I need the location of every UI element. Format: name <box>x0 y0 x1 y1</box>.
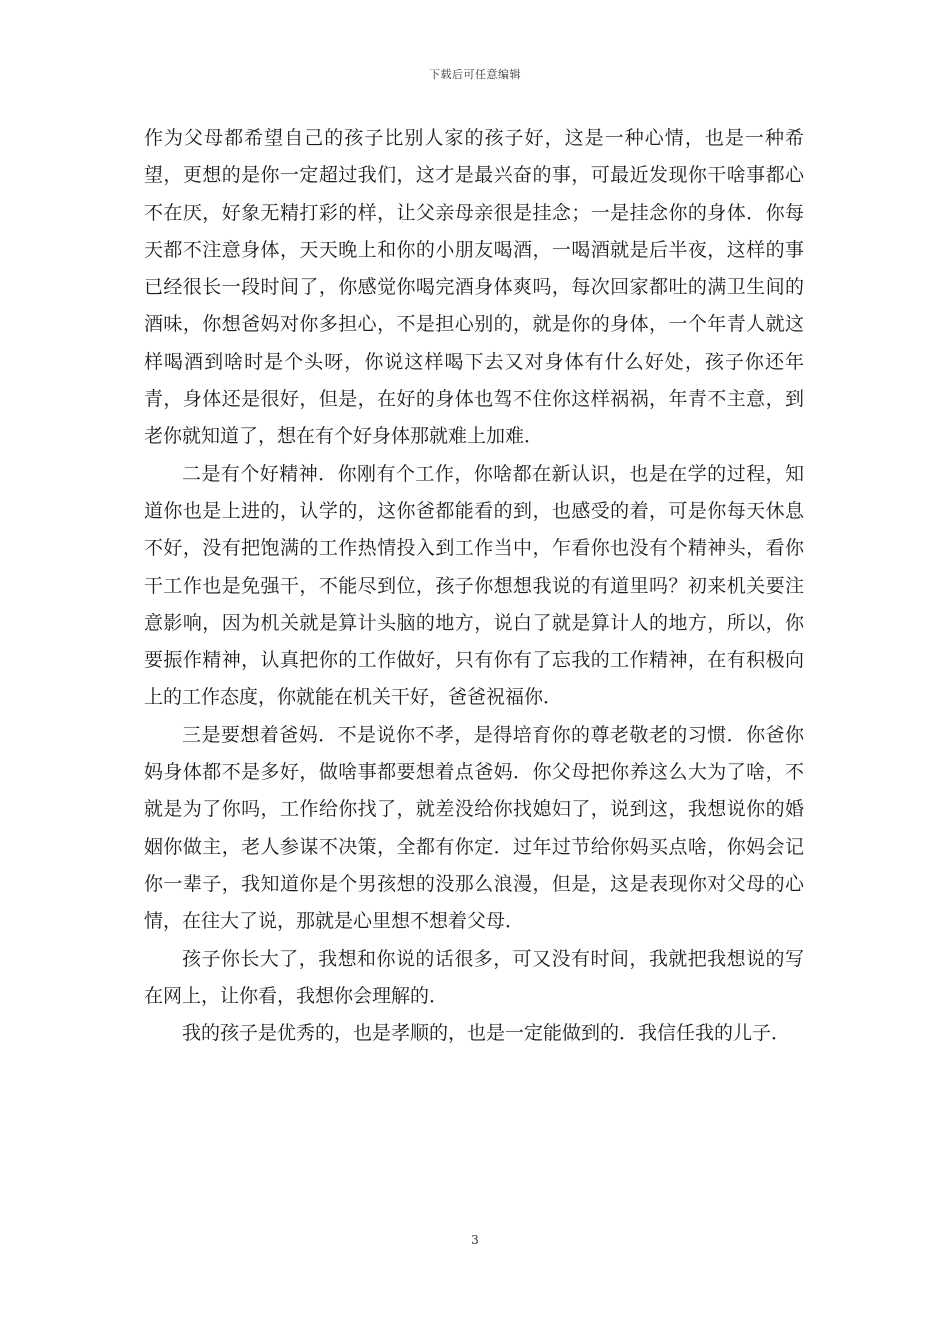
paragraph-parents: 三是要想着爸妈．不是说你不孝，是得培育你的尊老敬老的习惯．你爸你妈身体都不是多好，做啥事都要想着点爸妈．你父母把你养这么大为了啥，不就是为了你吗，工作给你找了，就差没给你找媳妇了，说到这，我想说你的婚姻你做主，老人参谋不决策，全都有你定．过年过节给你妈买点啥，你妈会记你一辈子，我知道你是个男孩想的没那么浪漫，但是，这是表现你对父母的心情，在往大了说，那就是心里想不想着父母． <box>144 723 804 933</box>
paragraph-grown-up: 孩子你长大了，我想和你说的话很多，可又没有时间，我就把我想说的写在网上，让你看，我想你会理解的． <box>144 947 804 1007</box>
page-header: 下载后可任意编辑 <box>429 68 521 81</box>
paragraph-closing: 我的孩子是优秀的，也是孝顺的，也是一定能做到的．我信任我的儿子． <box>182 1022 791 1045</box>
paragraph-spirit: 二是有个好精神．你刚有个工作，你啥都在新认识，也是在学的过程，知道你也是上进的，认学的，这你爸都能看的到，也感受的着，可是你每天休息不好，没有把饱满的工作热情投入到工作当中，乍看你也没有个精神头，看你干工作也是免强干，不能尽到位，孩子你想想我说的有道里吗？初来机关要注意影响，因为机关就是算计头脑的地方，说白了就是算计人的地方，所以，你要振作精神，认真把你的工作做好，只有你有了忘我的工作精神，在有积极向上的工作态度，你就能在机关干好，爸爸祝福你． <box>144 462 804 709</box>
page-number: 3 <box>471 1233 479 1247</box>
document-body <box>144 120 804 1052</box>
paragraph-body-health: 作为父母都希望自己的孩子比别人家的孩子好，这是一种心情，也是一种希望，更想的是你一定超过我们，这才是最兴奋的事，可最近发现你干啥事都心不在厌，好象无精打彩的样，让父亲母亲很是挂念；一是挂念你的身体．你每天都不注意身体，天天晚上和你的小朋友喝酒，一喝酒就是后半夜，这样的事已经很长一段时间了，你感觉你喝完酒身体爽吗，每次回家都吐的满卫生间的酒味，你想爸妈对你多担心，不是担心别的，就是你的身体，一个年青人就这样喝酒到啥时是个头呀，你说这样喝下去又对身体有什么好处，孩子你还年青，身体还是很好，但是，在好的身体也驾不住你这样祸祸，年青不主意，到老你就知道了，想在有个好身体那就难上加难． <box>144 127 804 448</box>
